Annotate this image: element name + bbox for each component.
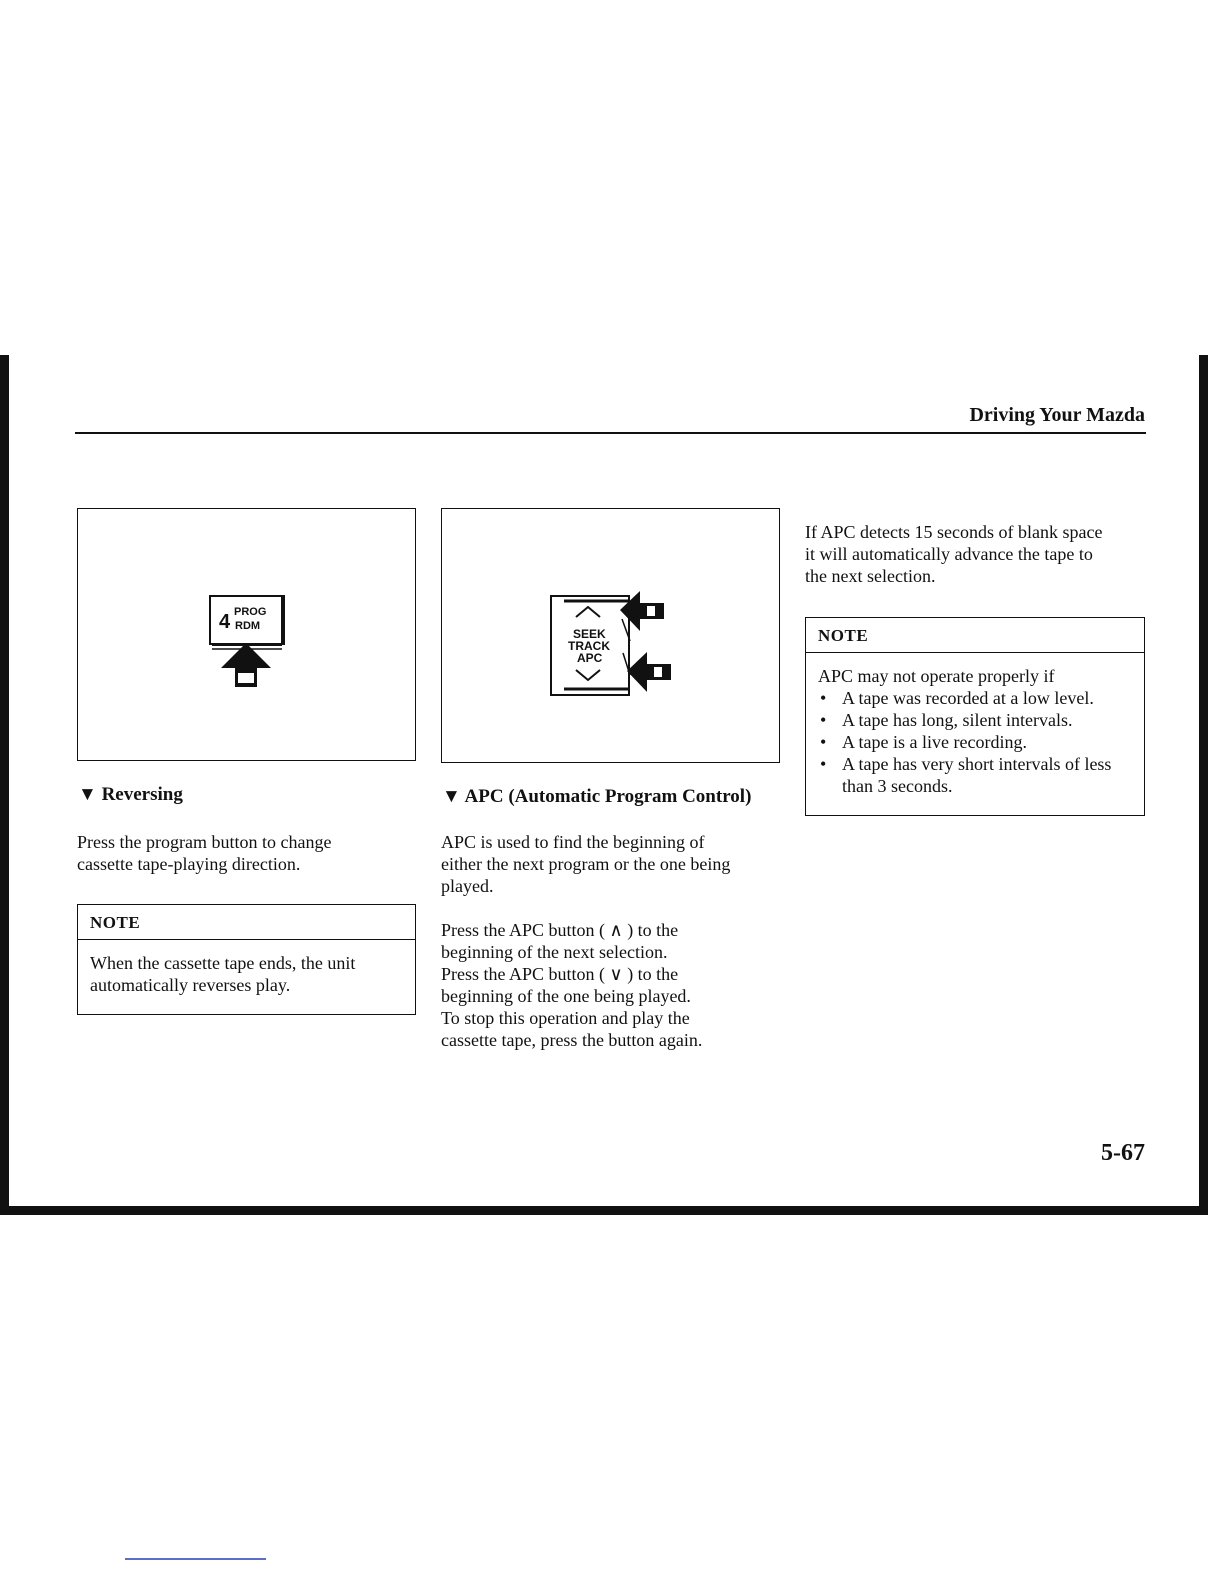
apc-instruction-line: beginning of the next selection. [441, 942, 668, 962]
page-border-right [1199, 355, 1208, 1215]
apc-heading-text: APC (Automatic Program Control) [464, 786, 752, 807]
note-title: NOTE [78, 905, 415, 940]
note-body-line: When the cassette tape ends, the unit [90, 953, 356, 973]
prog-button-diagram [78, 509, 415, 760]
apc-instruction-line: beginning of the one being played. [441, 986, 691, 1006]
note-list-item: • A tape has very short intervals of less than 3 seconds. [818, 753, 1132, 797]
left-arrow-icon [627, 652, 671, 692]
note-list-item: • A tape was recorded at a low level. [818, 687, 1132, 709]
apc-blank-space-text [805, 521, 1150, 587]
note-list-item: • A tape is a live recording. [818, 731, 1132, 753]
reversing-body-line: cassette tape-playing direction. [77, 854, 301, 874]
prog-button-label-rdm: RDM [235, 620, 261, 632]
apc-instruction-line: cassette tape, press the button again. [441, 1030, 703, 1050]
triangle-marker-icon: ▼ [442, 786, 461, 807]
note-title: NOTE [806, 618, 1144, 653]
apc-label-track: TRACK [568, 639, 610, 653]
header-rule [75, 432, 1146, 434]
reversing-figure [77, 508, 416, 761]
reversing-body-line: Press the program button to change [77, 832, 332, 852]
apc-note-box [805, 617, 1145, 816]
apc-instruction-line: To stop this operation and play the [441, 1008, 690, 1028]
triangle-marker-icon: ▼ [78, 784, 97, 805]
reversing-heading [78, 784, 183, 806]
reversing-note-box [77, 904, 416, 1015]
prog-button-label-prog: PROG [234, 606, 267, 618]
right-body-line: If APC detects 15 seconds of blank space [805, 522, 1103, 542]
right-body-line: it will automatically advance the tape to [805, 544, 1093, 564]
prog-button-digit: 4 [219, 611, 231, 633]
apc-intro [441, 831, 781, 897]
apc-intro-line: either the next program or the one being [441, 854, 731, 874]
note-body [78, 940, 415, 1006]
note-list [818, 687, 1132, 797]
apc-instruction-line: Press the APC button ( ∨ ) to the [441, 964, 679, 984]
apc-label-apc: APC [577, 651, 603, 665]
footer-underline [125, 1558, 266, 1560]
apc-instructions [441, 919, 781, 1051]
page-border-bottom [0, 1206, 1208, 1215]
note-body-line: automatically reverses play. [90, 975, 291, 995]
apc-intro-line: played. [441, 876, 494, 896]
apc-intro-line: APC is used to find the beginning of [441, 832, 705, 852]
seek-track-apc-diagram [442, 509, 779, 762]
page-header-title: Driving Your Mazda [969, 404, 1145, 426]
note-body [806, 653, 1144, 807]
apc-heading [442, 786, 751, 808]
note-list-item: • A tape has long, silent intervals. [818, 709, 1132, 731]
page-border-left [0, 355, 9, 1215]
reversing-body [77, 831, 412, 875]
apc-instruction-line: Press the APC button ( ∧ ) to the [441, 920, 679, 940]
right-body-line: the next selection. [805, 566, 936, 586]
page-number: 5-67 [1101, 1140, 1145, 1166]
reversing-heading-text: Reversing [101, 784, 183, 805]
apc-figure [441, 508, 780, 763]
apc-label-seek: SEEK [573, 627, 606, 641]
note-intro: APC may not operate properly if [818, 666, 1055, 686]
